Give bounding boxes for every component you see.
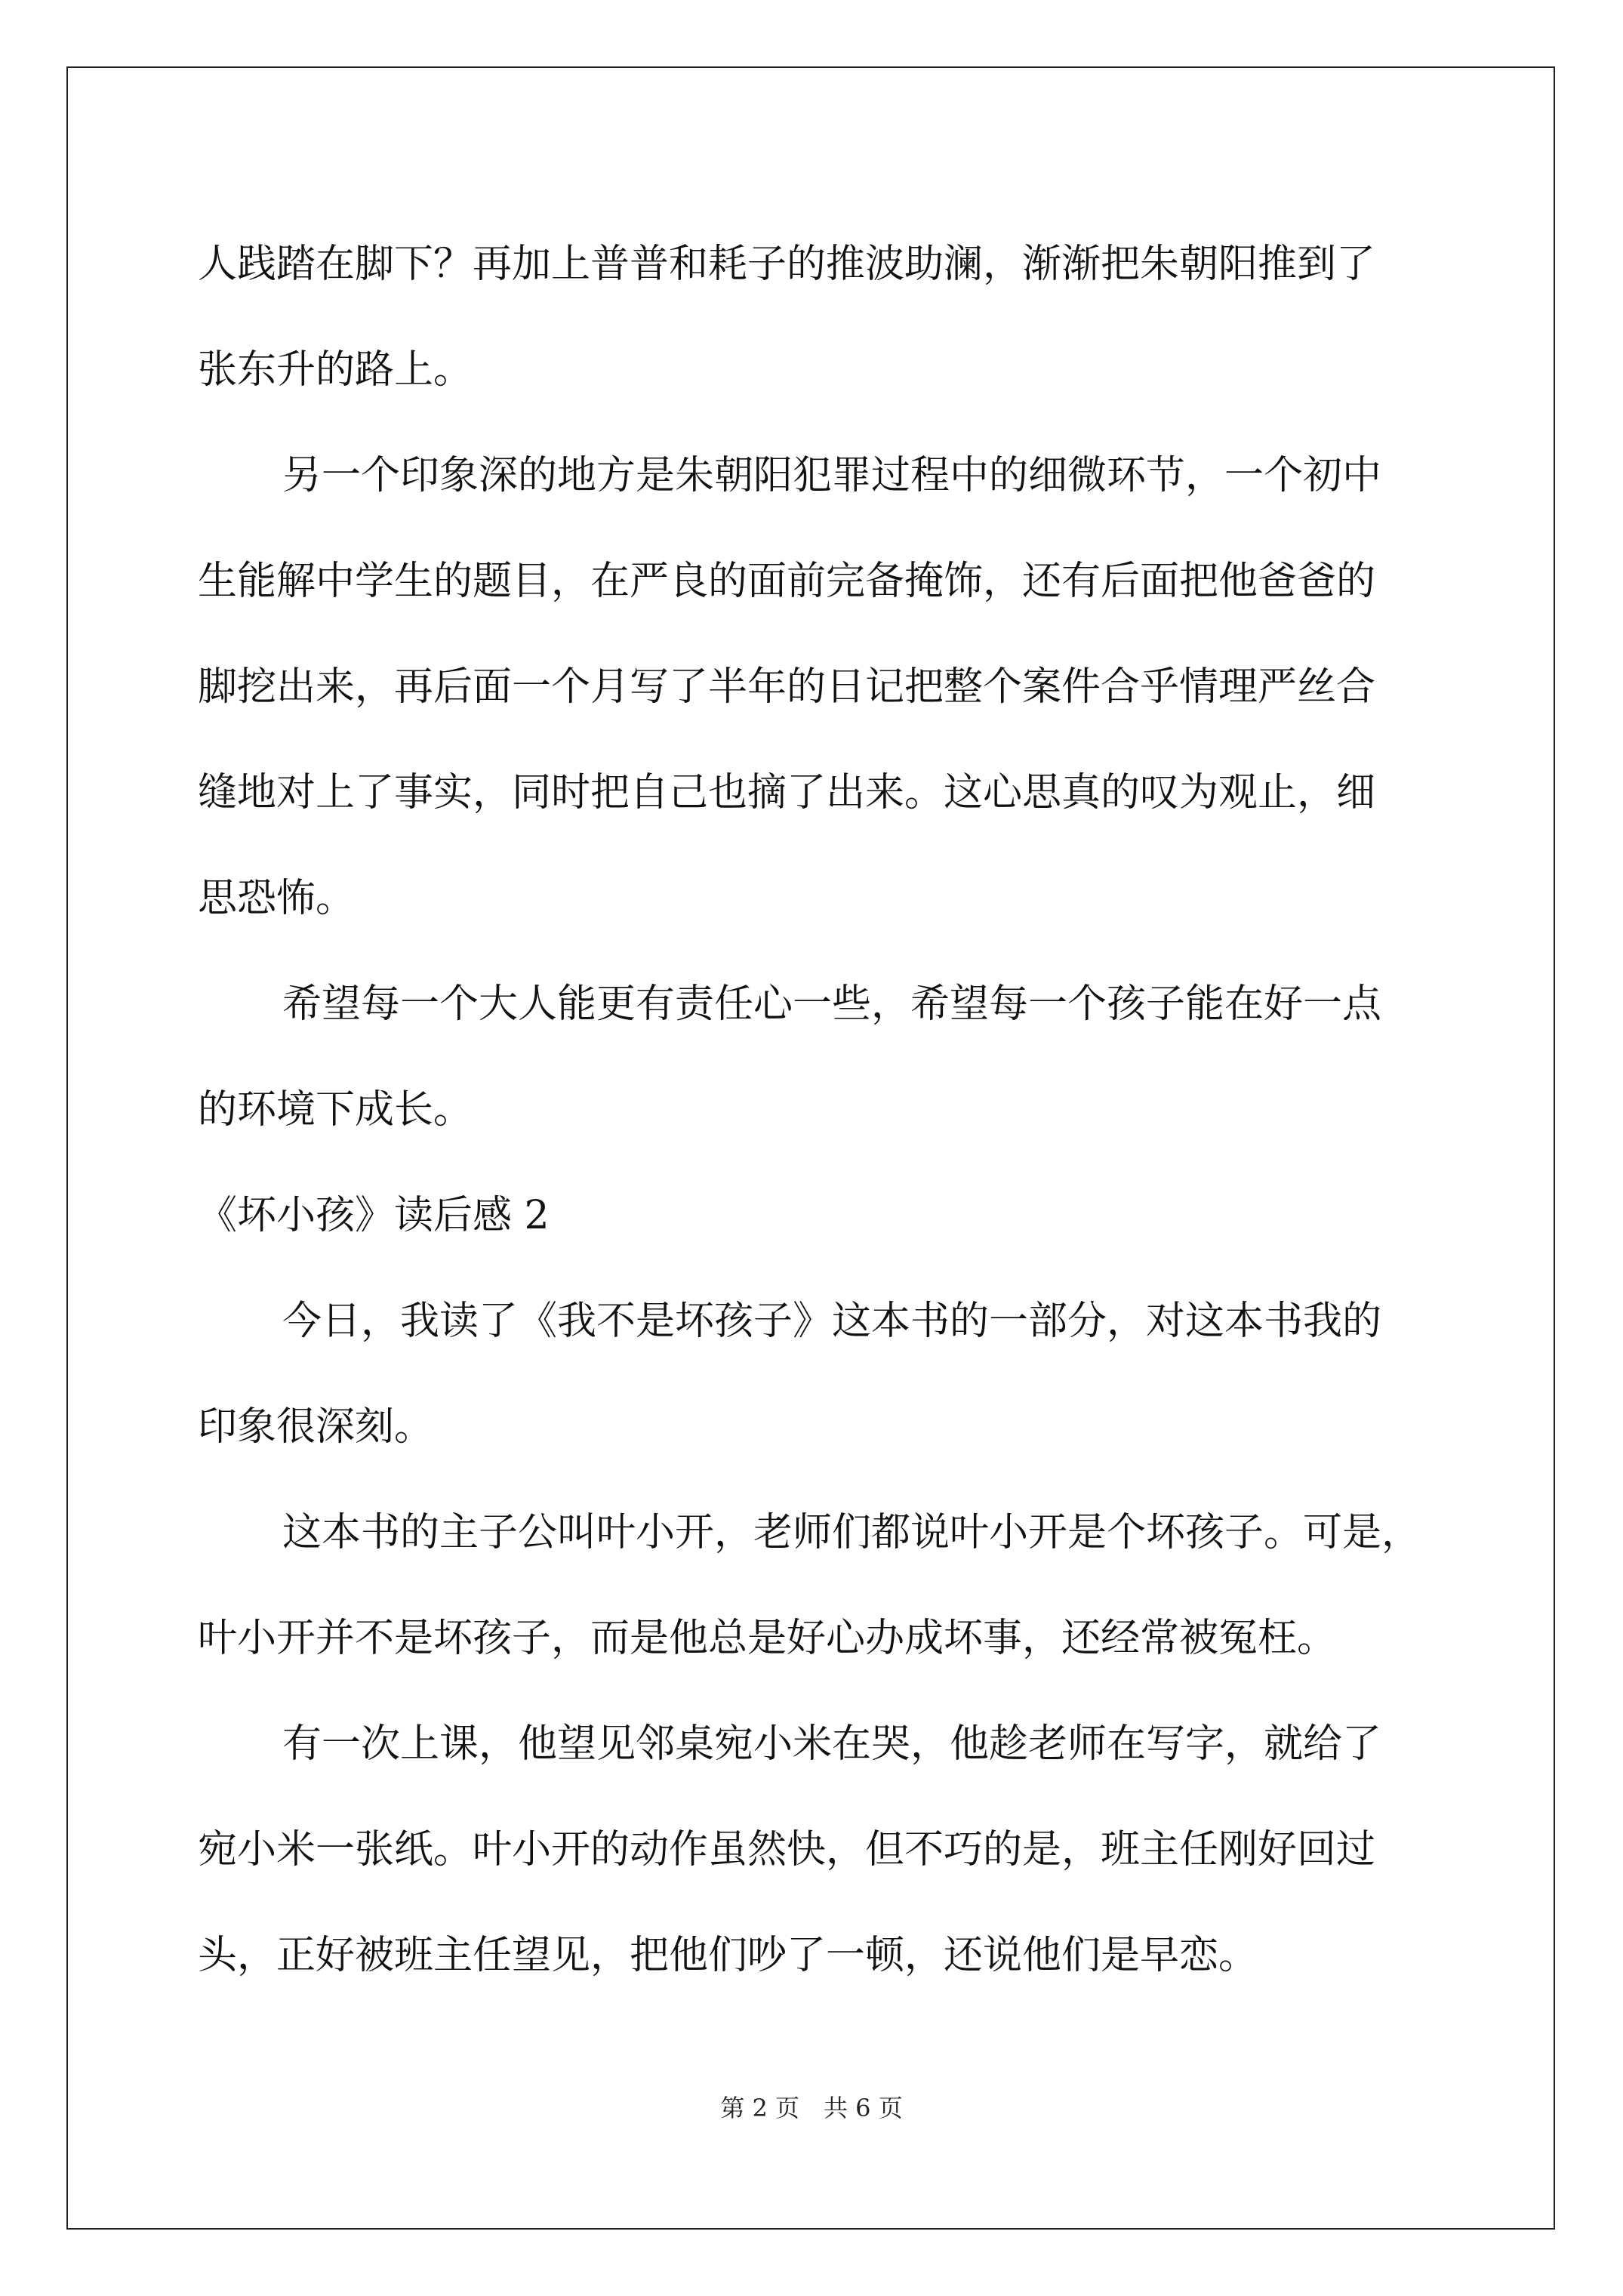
body-line: 思恐怖。: [198, 876, 356, 921]
body-line: 另一个印象深的地方是朱朝阳犯罪过程中的细微环节，一个初中: [282, 453, 1382, 498]
body-line: 脚挖出来，再后面一个月写了半年的日记把整个案件合乎情理严丝合: [198, 664, 1376, 710]
section-heading: 《坏小孩》读后感 2: [198, 1193, 550, 1238]
body-line: 有一次上课，他望见邻桌宛小米在哭，他趁老师在写字，就给了: [282, 1721, 1382, 1767]
body-line: 缝地对上了事实，同时把自己也摘了出来。这心思真的叹为观止，细: [198, 770, 1376, 815]
body-line: 头，正好被班主任望见，把他们吵了一顿，还说他们是早恋。: [198, 1933, 1258, 1978]
body-line: 的环境下成长。: [198, 1087, 473, 1133]
body-line: 印象很深刻。: [198, 1404, 434, 1450]
body-line: 希望每一个大人能更有责任心一些，希望每一个孩子能在好一点: [282, 982, 1382, 1027]
body-line: 人践踏在脚下？再加上普普和耗子的推波助澜，渐渐把朱朝阳推到了: [198, 242, 1376, 287]
body-line: 生能解中学生的题目，在严良的面前完备掩饰，还有后面把他爸爸的: [198, 559, 1376, 604]
body-line: 宛小米一张纸。叶小开的动作虽然快，但不巧的是，班主任刚好回过: [198, 1827, 1376, 1872]
body-line: 今日，我读了《我不是坏孩子》这本书的一部分，对这本书我的: [282, 1299, 1382, 1344]
body-line: 张东升的路上。: [198, 347, 473, 393]
body-line: 叶小开并不是坏孩子，而是他总是好心办成坏事，还经常被冤枉。: [198, 1616, 1337, 1661]
body-line: 这本书的主子公叫叶小开，老师们都说叶小开是个坏孩子。可是，: [282, 1510, 1421, 1555]
document-body: [198, 211, 1436, 2008]
page-number-footer: 第 2 页 共 6 页: [720, 2094, 903, 2122]
